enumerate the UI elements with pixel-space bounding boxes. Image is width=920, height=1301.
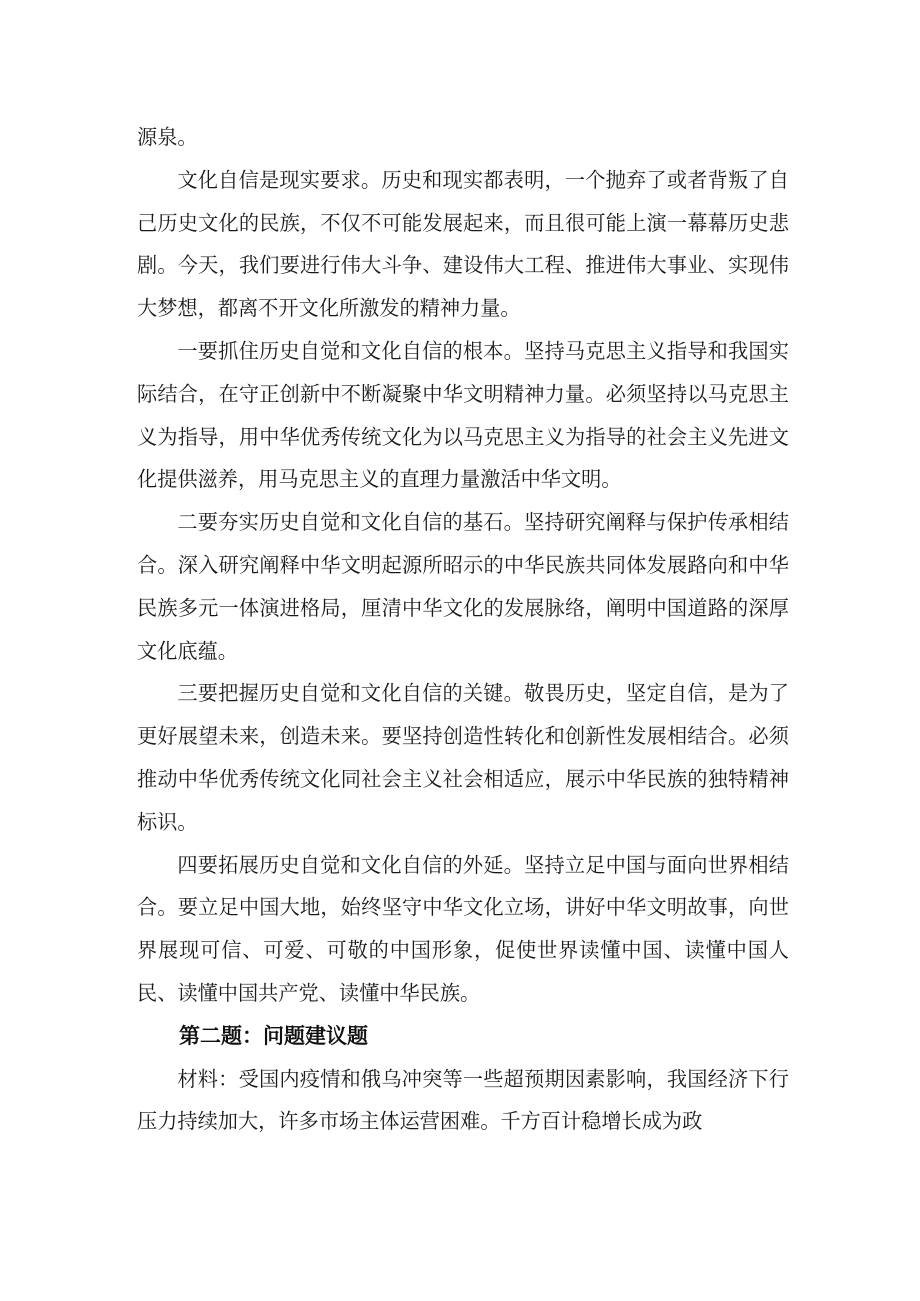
paragraph-material: 材料：受国内疫情和俄乌冲突等一些超预期因素影响，我国经济下行压力持续加大，许多市场主体运营困难。千方百计稳增长成为政 [137,1066,789,1134]
paragraph-continuation: 源泉。 [137,125,198,149]
paragraph-point-three: 三要把握历史自觉和文化自信的关键。敬畏历史，坚定自信，是为了更好展望未来，创造未来。要坚持创造性转化和创新性发展相结合。必须推动中华优秀传统文化同社会主义社会相适应，展示中华民族的独特精神标识。 [137,681,789,834]
document-body [137,116,789,1143]
paragraph-point-two: 二要夯实历史自觉和文化自信的基石。坚持研究阐释与保护传承相结合。深入研究阐释中华文明起源所昭示的中华民族共同体发展路向和中华民族多元一体演进格局，厘清中华文化的发展脉络，阐明中国道路的深厚文化底蕴。 [137,510,789,663]
paragraph-point-four: 四要拓展历史自觉和文化自信的外延。坚持立足中国与面向世界相结合。要立足中国大地，始终坚守中华文化立场，讲好中华文明故事，向世界展现可信、可爱、可敬的中国形象，促使世界读懂中国、读懂中国人民、读懂中国共产党、读懂中华民族。 [137,852,789,1005]
section-heading: 第二题：问题建议题 [179,1023,368,1048]
paragraph-cultural-confidence: 文化自信是现实要求。历史和现实都表明，一个抛弃了或者背叛了自己历史文化的民族，不仅不可能发展起来，而且很可能上演一幕幕历史悲剧。今天，我们要进行伟大斗争、建设伟大工程、推进伟大事业、实现伟大梦想，都离不开文化所激发的精神力量。 [137,167,789,321]
paragraph-point-one: 一要抓住历史自觉和文化自信的根本。坚持马克思主义指导和我国实际结合，在守正创新中不断凝聚中华文明精神力量。必须坚持以马克思主义为指导，用中华优秀传统文化为以马克思主义为指导的社会主义先进文化提供滋养，用马克思主义的直理力量激活中华文明。 [137,338,789,492]
